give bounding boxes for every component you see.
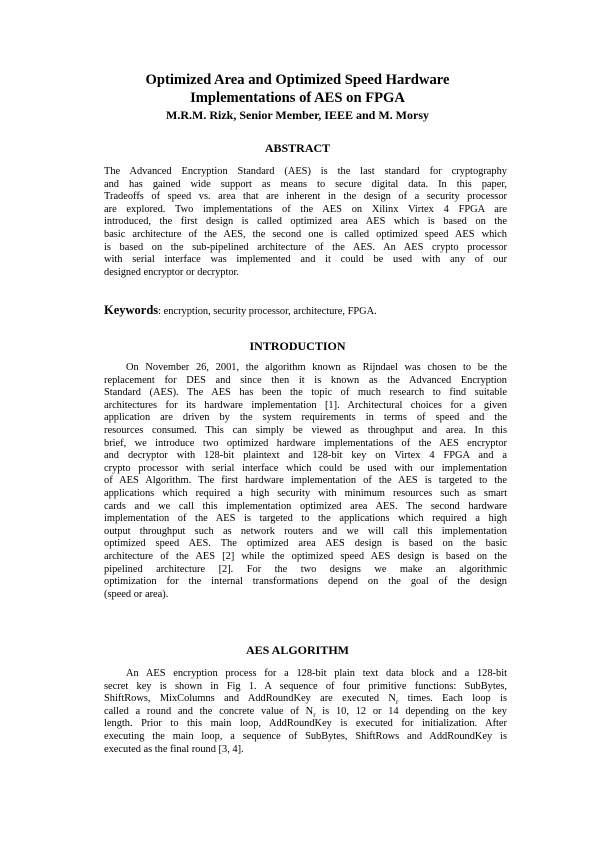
aes-line: executing the main loop, a sequence of SubBytes, ShiftRows and AddRoundKey is (104, 730, 507, 742)
abstract-heading: ABSTRACT (264, 141, 331, 155)
intro-line: (speed or area). (104, 588, 169, 600)
intro-line: Standard (AES). The AES has been the topic of much research to find suitable (104, 387, 507, 399)
aes-line: secret key is shown in Fig 1. A sequence of four primitive functions: SubBytes, (104, 680, 507, 692)
intro-line: cards and we call this implementation optimized area AES. The second hardware (104, 500, 507, 512)
intro-line: implementation of the AES is targeted to the applications which required a high (104, 513, 507, 525)
title-line-2: Implementations of AES on FPGA (190, 89, 405, 106)
intro-line: optimized speed AES. The optimized area AES design is based on the basic (104, 538, 507, 550)
aes-line: called a round and the concrete value of $N_r$ is 10, 12 or 14 depending on the key (104, 705, 507, 719)
paper-authors: M.R.M. Rizk, Senior Member, IEEE and M. Morsy (166, 108, 429, 122)
aes-line: executed as the final round [3, 4]. (104, 743, 244, 755)
intro-line: of AES Algorithm. The first hardware implementation of the AES is targeted to the (104, 475, 507, 487)
keywords (104, 304, 507, 317)
aes-algorithm-body (104, 668, 507, 756)
intro-line: output throughput such as network routers and we will call this implementation (104, 525, 507, 537)
aes-algorithm-heading: AES ALGORITHM (245, 643, 350, 657)
intro-line: application are driven by the system requirements in terms of speed and the (104, 412, 507, 424)
intro-line: architecture of the AES [2] while the optimized speed AES design is based on the (104, 550, 507, 562)
intro-line: replacement for DES and since then it is known as the Advanced Encryption (104, 374, 507, 386)
aes-line: length. Prior to this main loop, AddRoundKey is executed for initialization. After (104, 718, 507, 730)
abstract-body (104, 166, 507, 279)
abstract-line: basic architecture of the AES, the second one is called optimized speed AES which (104, 228, 507, 240)
abstract-line: is based on the sub-pipelined architecture of the AES. An AES crypto processor (104, 241, 507, 253)
abstract-line: and has gained wide support as means to secure digital data. In this paper, (104, 178, 507, 190)
intro-line: On November 26, 2001, the algorithm known as Rijndael was chosen to be the (126, 362, 507, 373)
intro-line: brief, we introduce two optimized hardware implementations of the AES encryptor (104, 437, 507, 449)
keywords-label: Keywords (104, 303, 159, 317)
intro-line: crypto processor with serial interface which could be used with our implementation (104, 462, 507, 474)
paper-title (0, 72, 595, 107)
intro-line: applications which required a high security with minimum resources such as smart (104, 487, 507, 499)
abstract-line: The Advanced Encryption Standard (AES) is the last standard for cryptography (104, 166, 507, 177)
introduction-heading: INTRODUCTION (249, 339, 346, 353)
intro-line: resources consumed. This can simply be viewed as throughput and area. In this (104, 424, 507, 436)
intro-line: optimization for the internal transformations depend on the goal of the design (104, 576, 507, 588)
aes-line: An AES encryption process for a 128-bit plain text data block and a 128-bit (126, 668, 507, 679)
intro-line: and decryptor with 128-bit plaintext and 128-bit key on Virtex 4 FPGA and a (104, 450, 507, 462)
introduction-body (104, 362, 507, 601)
abstract-line: with serial interface was implemented and it could be used with any of our (104, 254, 507, 266)
keywords-text: : encryption, security processor, architecture, FPGA. (158, 306, 377, 317)
intro-line: pipelined architecture [2]. For the two designs we make an algorithmic (104, 563, 507, 575)
abstract-line: are explored. Two implementations of the AES on Xilinx Virtex 4 FPGA are (104, 203, 507, 215)
intro-line: architectures for its hardware implementation [1]. Architectural choices for a given (104, 399, 507, 411)
abstract-line: designed encryptor or decryptor. (104, 266, 240, 278)
aes-line: ShiftRows, MixColumns and AddRoundKey are executed $N_r$ times. Each loop is (104, 693, 507, 707)
abstract-line: introduced, the first design is called optimized area AES which is based on the (104, 216, 507, 228)
abstract-line: Tradeoffs of speed vs. area that are inherent in the design of a security processor (104, 191, 507, 203)
title-line-1: Optimized Area and Optimized Speed Hardware (145, 72, 450, 88)
